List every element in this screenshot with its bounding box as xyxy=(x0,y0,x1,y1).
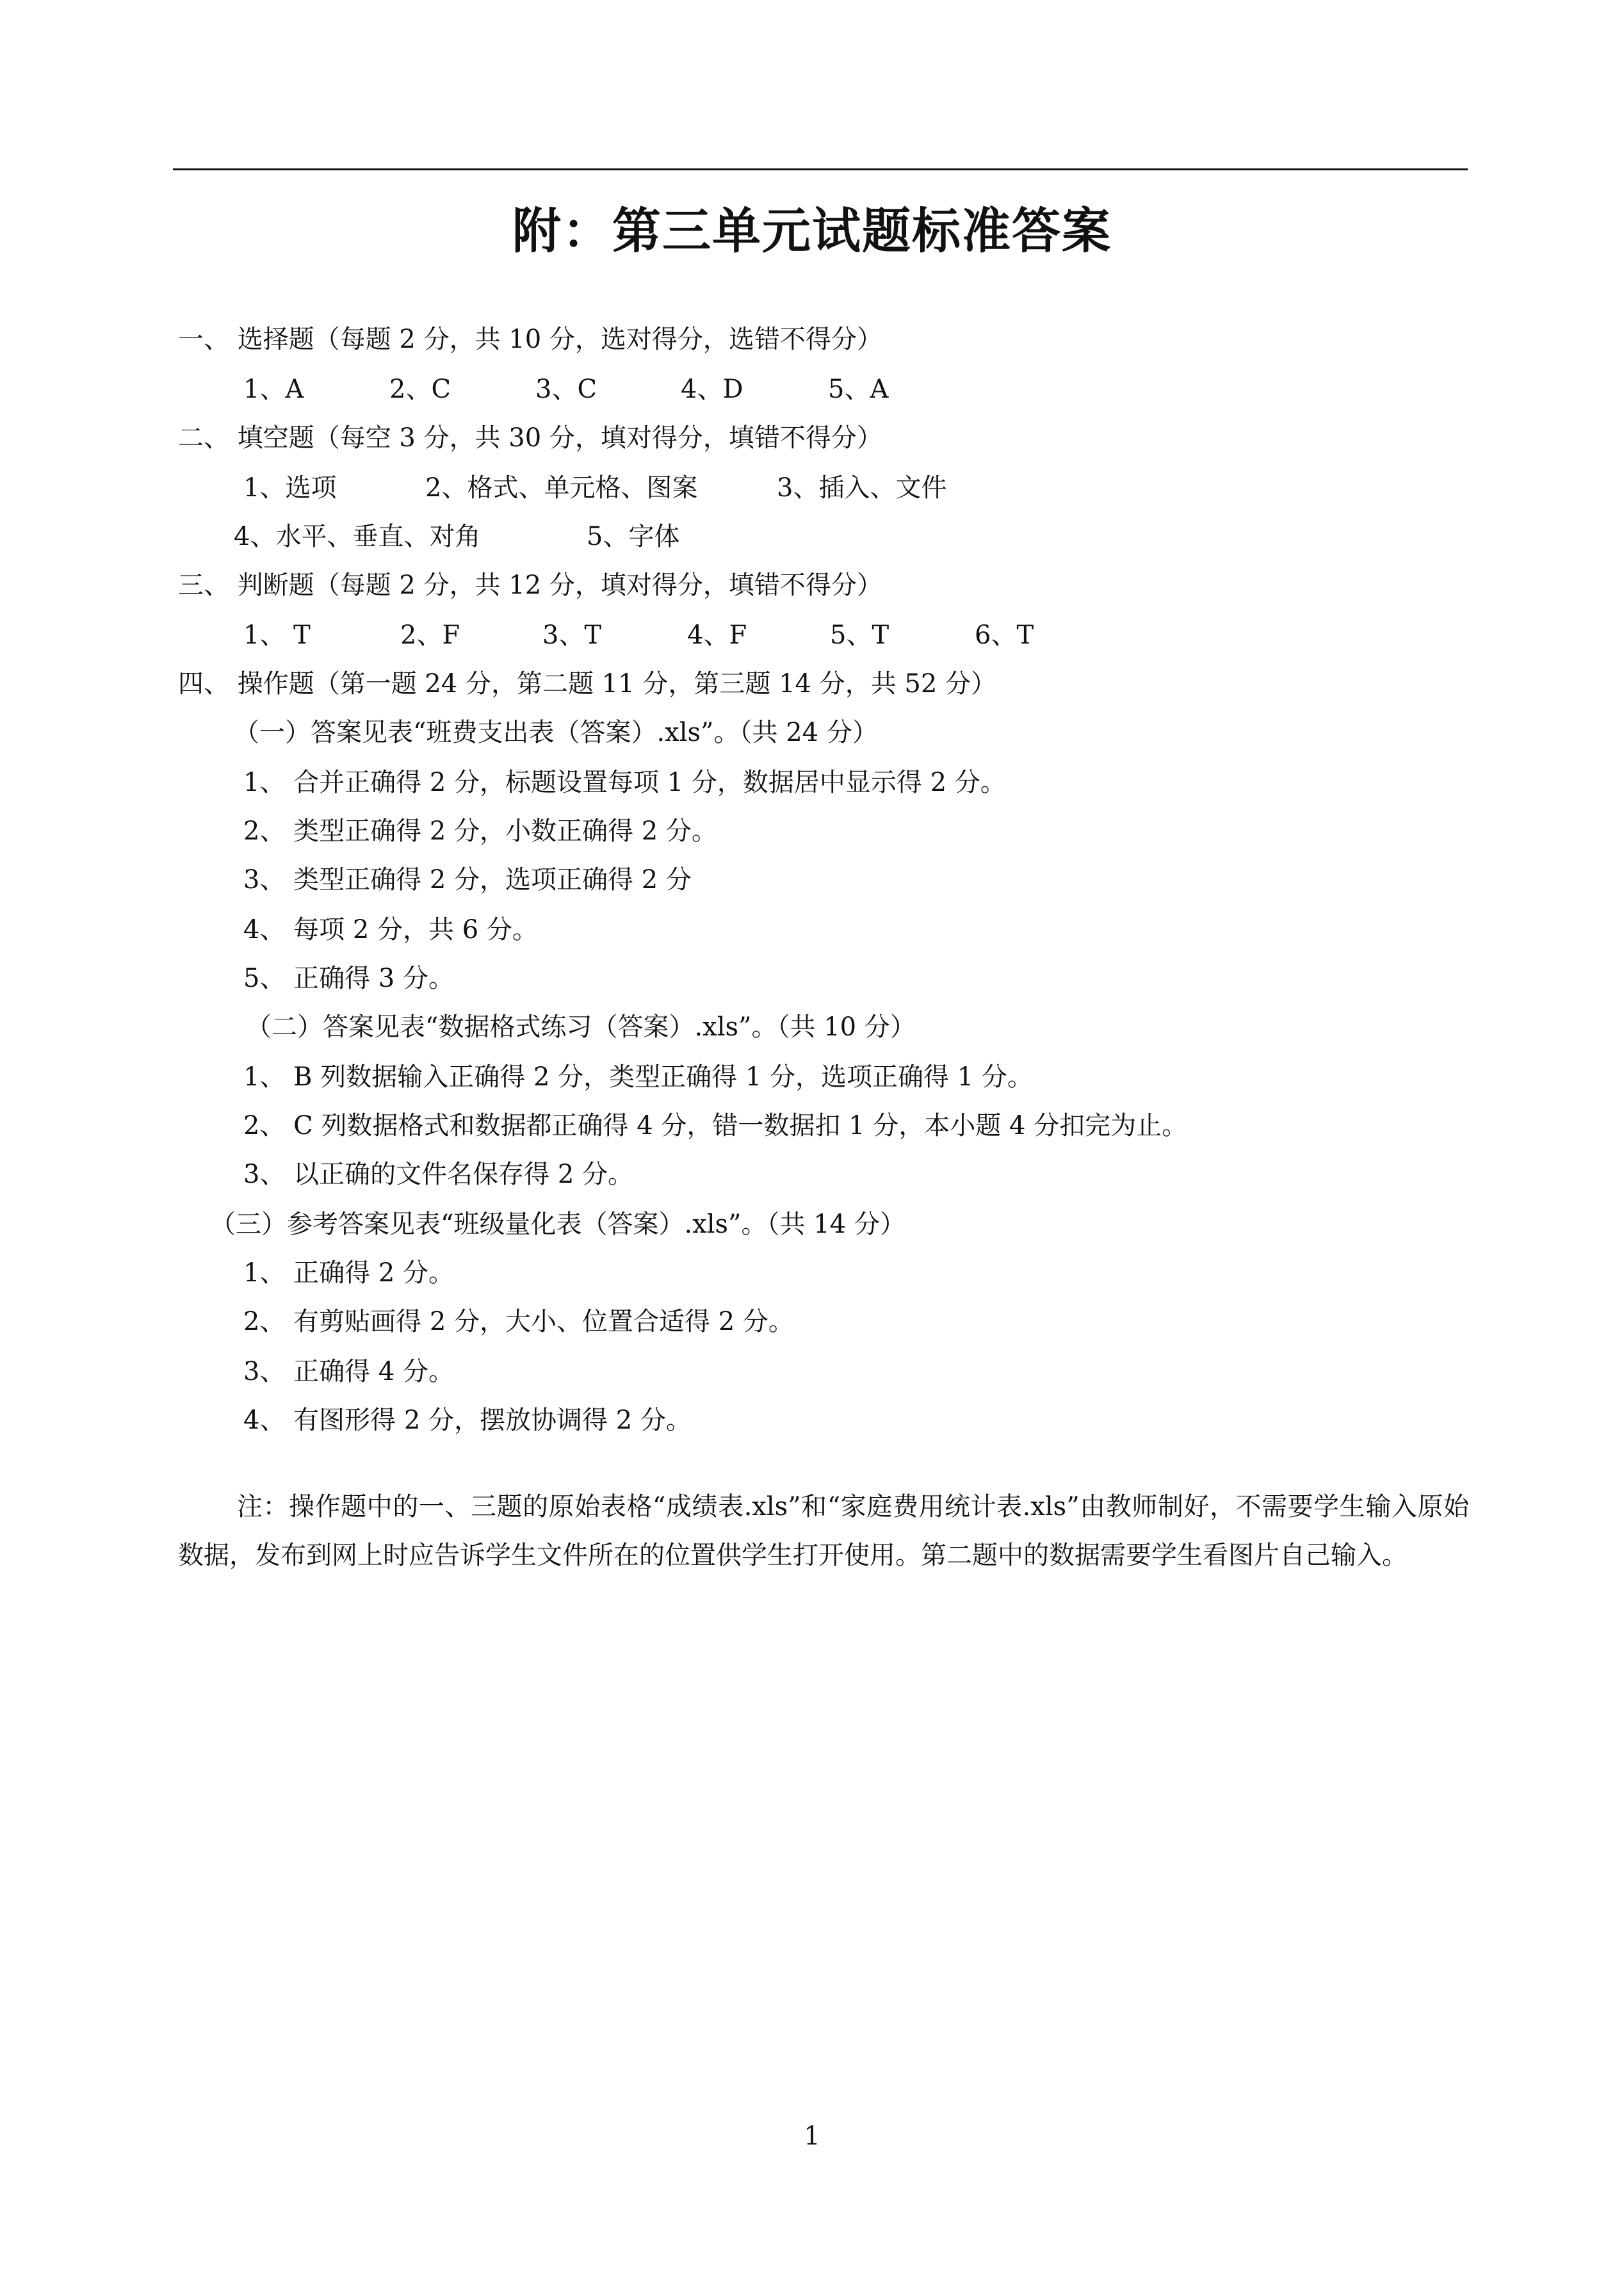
operation-part3-item: 4、 有图形得 2 分，摆放协调得 2 分。 xyxy=(243,1406,692,1435)
note-paragraph: 注：操作题中的一、三题的原始表格“成绩表.xls”和“家庭费用统计表.xls”由教师制好，不需要学生输入原始数据，发布到网上时应告诉学生文件所在的位置供学生打开使用。第二题中的数据需要学生看图片自己输入。 xyxy=(178,1492,1469,1570)
choice-answer: 2、C xyxy=(389,375,451,404)
judge-answer: 1、 T xyxy=(243,620,311,650)
fill-answer: 1、选项 xyxy=(243,473,337,503)
section-heading-operation: 四、 操作题（第一题 24 分，第二题 11 分，第三题 14 分，共 52 分） xyxy=(178,669,997,699)
operation-part1-item: 4、 每项 2 分，共 6 分。 xyxy=(243,915,538,945)
operation-part2-item: 2、 C 列数据格式和数据都正确得 4 分，错一数据扣 1 分，本小题 4 分扣完为止。 xyxy=(243,1111,1188,1140)
section-heading-fill: 二、 填空题（每空 3 分，共 30 分，填对得分，填错不得分） xyxy=(178,423,882,453)
header-rule xyxy=(173,168,1468,170)
operation-part1-item: 2、 类型正确得 2 分，小数正确得 2 分。 xyxy=(243,816,717,846)
choice-answer: 5、A xyxy=(828,375,889,404)
judge-answer: 5、T xyxy=(830,620,889,650)
operation-part1-heading: （一）答案见表“班费支出表（答案）.xls”。（共 24 分） xyxy=(234,718,878,747)
operation-part2-item: 3、 以正确的文件名保存得 2 分。 xyxy=(243,1160,634,1189)
judge-answer: 3、T xyxy=(542,620,602,650)
fill-answer: 4、水平、垂直、对角 xyxy=(234,522,481,551)
fill-answer: 3、插入、文件 xyxy=(777,473,947,503)
operation-part1-item: 5、 正确得 3 分。 xyxy=(243,964,455,993)
operation-part3-heading: （三）参考答案见表“班级量化表（答案）.xls”。（共 14 分） xyxy=(210,1210,905,1239)
page-number: 1 xyxy=(804,2121,820,2151)
operation-part2-heading: （二）答案见表“数据格式练习（答案）.xls”。（共 10 分） xyxy=(246,1012,916,1042)
judge-answer: 2、F xyxy=(400,620,460,650)
operation-part1-item: 1、 合并正确得 2 分，标题设置每项 1 分，数据居中显示得 2 分。 xyxy=(243,768,1006,797)
fill-answer: 5、字体 xyxy=(587,522,680,551)
judge-answer: 4、F xyxy=(687,620,747,650)
operation-part3-item: 3、 正确得 4 分。 xyxy=(243,1357,455,1386)
judge-answer: 6、T xyxy=(975,620,1034,650)
operation-part2-item: 1、 B 列数据输入正确得 2 分，类型正确得 1 分，选项正确得 1 分。 xyxy=(243,1062,1033,1092)
operation-part3-item: 1、 正确得 2 分。 xyxy=(243,1258,455,1288)
choice-answer: 1、A xyxy=(243,375,304,404)
page-title: 附：第三单元试题标准答案 xyxy=(512,202,1112,259)
operation-part1-item: 3、 类型正确得 2 分，选项正确得 2 分 xyxy=(243,865,692,895)
section-heading-choice: 一、 选择题（每题 2 分，共 10 分，选对得分，选错不得分） xyxy=(178,325,882,354)
fill-answer: 2、格式、单元格、图案 xyxy=(425,473,698,503)
choice-answer: 3、C xyxy=(535,375,597,404)
section-heading-judge: 三、 判断题（每题 2 分，共 12 分，填对得分，填错不得分） xyxy=(178,571,882,600)
choice-answer: 4、D xyxy=(681,375,743,404)
operation-part3-item: 2、 有剪贴画得 2 分，大小、位置合适得 2 分。 xyxy=(243,1307,794,1336)
